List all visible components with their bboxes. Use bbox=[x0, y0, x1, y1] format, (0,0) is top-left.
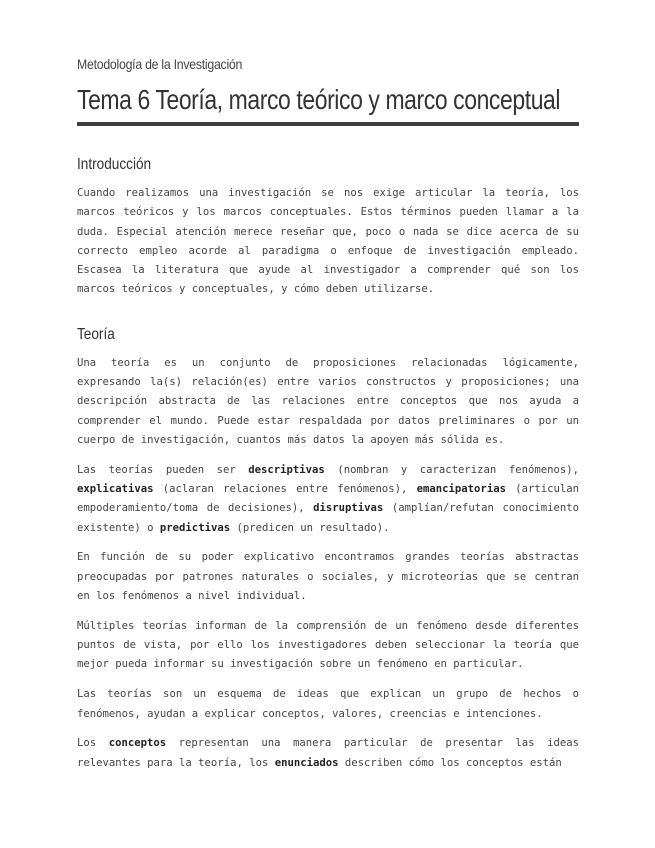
term-disruptivas: disruptivas bbox=[313, 502, 384, 515]
paragraph: Cuando realizamos una investigación se nos exige articular la teoría, los marcos teóricos y los marcos conceptuales. Estos términos pueden llamar a la duda. Especial atención merece reseñar que, poco o nada se dice acerca de su correcto empleo acorde al paradigma o enfoque de investigación empleado. Escasea la literatura que ayude al investigador a comprender qué son los marcos teóricos y conceptuales, y cómo deben utilizarse. bbox=[77, 187, 579, 296]
term-explicativas: explicativas bbox=[77, 483, 154, 496]
text-run: (amplían/refutan conocimiento existente) o bbox=[77, 502, 580, 534]
text-run: describen cómo los conceptos están bbox=[338, 756, 562, 769]
course-name: Metodología de la Investigación bbox=[77, 56, 243, 72]
term-descriptivas: descriptivas bbox=[248, 463, 325, 476]
text-run: (articulan empoderamiento/toma de decisiones), bbox=[77, 483, 579, 515]
text-run: Las teorías pueden ser bbox=[77, 463, 249, 476]
term-enunciados: enunciados bbox=[274, 756, 339, 769]
title-divider bbox=[77, 122, 579, 126]
section-introduccion bbox=[77, 156, 578, 300]
paragraph: Múltiples teorías informan de la comprensión de un fenómeno desde diferentes puntos de vista, por ello los investigadores deben seleccionar la teoría que mejor pueda informar su investigación sobre un fenómeno en particular. bbox=[77, 619, 579, 671]
paragraph-theory-types bbox=[77, 461, 579, 538]
paragraph: Una teoría es un conjunto de proposiciones relacionadas lógicamente, expresando la(s) relación(es) entre varios constructos y proposiciones; una descripción abstracta de las relaciones entre conceptos que nos ayuda a comprender el mundo. Puede estar respaldada por datos preliminares o por un cuerpo de investigación, cuantos más datos la apoyen más sólida es. bbox=[77, 356, 579, 446]
section-heading-teoria: Teoría bbox=[77, 325, 115, 343]
term-predictivas: predictivas bbox=[159, 521, 231, 534]
text-run: (aclaran relaciones entre fenómenos), bbox=[153, 483, 417, 496]
page-title: Tema 6 Teoría, marco teórico y marco conceptual bbox=[77, 84, 561, 115]
section-heading-introduccion: Introducción bbox=[77, 156, 152, 173]
term-emancipatorias: emancipatorias bbox=[416, 483, 506, 496]
section-teoria bbox=[77, 326, 578, 773]
term-conceptos: conceptos bbox=[108, 737, 167, 750]
paragraph: En función de su poder explicativo encontramos grandes teorías abstractas preocupadas por patrones naturales o sociales, y microteorías que se centran en los fenómenos a nivel individual. bbox=[77, 551, 579, 603]
paragraph: Las teorías son un esquema de ideas que explican un grupo de hechos o fenómenos, ayudan a explicar conceptos, valores, creencias e intenciones. bbox=[77, 688, 579, 720]
text-run: representan una manera particular de presentar las ideas relevantes para la teoría, los bbox=[77, 737, 579, 769]
text-run: Los bbox=[77, 737, 109, 750]
text-run: (predicen un resultado). bbox=[230, 521, 390, 534]
paragraph-concepts bbox=[77, 734, 579, 773]
text-run: (nombran y caracterizan fenómenos), bbox=[324, 463, 579, 476]
